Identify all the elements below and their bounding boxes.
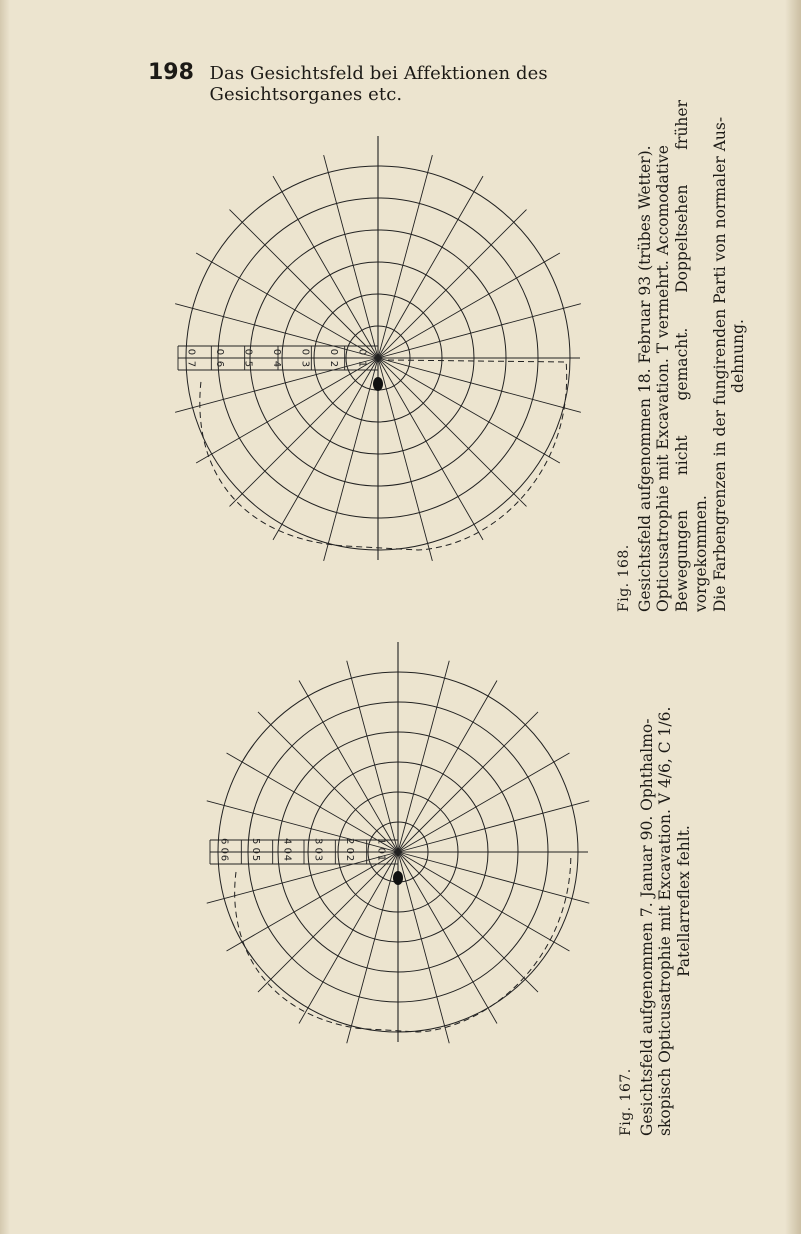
blind-spot <box>393 871 403 885</box>
meridian-line <box>398 661 449 852</box>
meridian-line <box>398 852 589 903</box>
meridian-line <box>378 358 581 412</box>
meridian-line <box>378 358 432 561</box>
meridian-line <box>324 155 378 358</box>
caption-line: skopisch Opticusatrophie mit Excavation. V 4/6, C 1/6. <box>656 706 675 1136</box>
scale-label-top: 3 0 <box>312 838 324 854</box>
meridian-line <box>378 253 560 358</box>
meridian-line <box>196 358 378 463</box>
scale-label-bottom: 2 <box>344 854 355 862</box>
scale-label-bottom: 4 <box>281 854 293 862</box>
field-boundary <box>235 858 571 1032</box>
meridian-line <box>378 176 483 358</box>
scale-label-top: 2 0 <box>344 838 355 854</box>
visual-field-diagram-fig-167 <box>180 640 620 1100</box>
scale-label-top: 6 0 <box>218 838 230 854</box>
meridian-line <box>196 253 378 358</box>
meridian-line <box>258 852 398 992</box>
visual-field-diagram-fig-168 <box>140 120 620 590</box>
meridian-line <box>273 176 378 358</box>
visual-field-chart-167 <box>180 640 620 1100</box>
scale-label-top: 1 0 <box>375 838 387 854</box>
meridian-line <box>324 358 378 561</box>
caption-fig-168 <box>615 100 748 612</box>
visual-field-chart-168 <box>140 120 620 590</box>
scale-label-bottom: 4 <box>271 360 282 368</box>
meridian-line <box>378 155 432 358</box>
meridian-line <box>347 852 398 1043</box>
scale-label-bottom: 1 <box>375 854 387 862</box>
scale-label-top: 0 <box>328 348 340 356</box>
scale-label-top: 0 <box>213 348 225 356</box>
scale-label-bottom: 7 <box>185 360 197 368</box>
meridian-line <box>207 801 398 852</box>
scale-label-bottom: 3 <box>299 360 311 368</box>
caption-line: dehnung. <box>729 319 748 393</box>
scale-label-bottom: 6 <box>218 854 230 862</box>
meridian-line <box>378 358 483 540</box>
caption-line: Gesichtsfeld aufgenommen 7. Januar 90. Ophthalmo- <box>637 718 656 1136</box>
meridian-line <box>398 852 538 992</box>
caption-line: Bewegungen nicht gemacht. Doppeltsehen früher vorgekommen. <box>673 100 710 612</box>
figure-label: Fig. 167. <box>618 1068 634 1136</box>
scale-label-top: 0 <box>185 348 197 356</box>
scale-label-top: 0 <box>242 348 254 356</box>
scale-label-bottom: 6 <box>213 360 225 368</box>
meridian-line <box>378 358 560 463</box>
scale-label-top: 4 0 <box>281 838 293 854</box>
scale-label-bottom: 5 <box>250 854 261 862</box>
caption-line: Opticusatrophie mit Excavation. T vermehrt. Accomodative <box>654 145 673 612</box>
scale-label-bottom: 2 <box>328 360 340 368</box>
meridian-line <box>378 304 581 358</box>
field-boundary <box>200 360 567 550</box>
meridian-line <box>398 712 538 852</box>
meridian-line <box>258 712 398 852</box>
meridian-line <box>398 852 449 1043</box>
meridian-line <box>398 801 589 852</box>
scale-label-top: 5 0 <box>250 838 261 854</box>
caption-line: Die Farbengrenzen in der fungirenden Parti von normaler Aus- <box>710 116 729 612</box>
page-number: 198 <box>148 60 194 85</box>
meridian-line <box>273 358 378 540</box>
caption-line: Gesichtsfeld aufgenommen 18. Februar 93 (trübes Wetter). <box>635 145 654 612</box>
blind-spot <box>373 377 383 391</box>
meridian-line <box>347 661 398 852</box>
figure-label: Fig. 168. <box>616 544 632 612</box>
scale-label-top: 0 <box>271 348 282 356</box>
scale-label-top: 0 <box>299 348 311 356</box>
scale-label-bottom: 3 <box>312 854 324 862</box>
scale-label-bottom: 5 <box>242 360 254 368</box>
page-header <box>148 60 668 105</box>
scale-label-bottom: 1 <box>356 360 368 368</box>
caption-fig-167 <box>617 666 694 1136</box>
page-edge-right <box>785 0 801 1234</box>
scale-label-top: 0 <box>356 348 368 356</box>
page-edge-left <box>0 0 10 1234</box>
caption-line: Patellarreflex fehlt. <box>675 825 694 977</box>
running-title: Das Gesichtsfeld bei Affektionen des Gesichtsorganes etc. <box>209 63 548 105</box>
